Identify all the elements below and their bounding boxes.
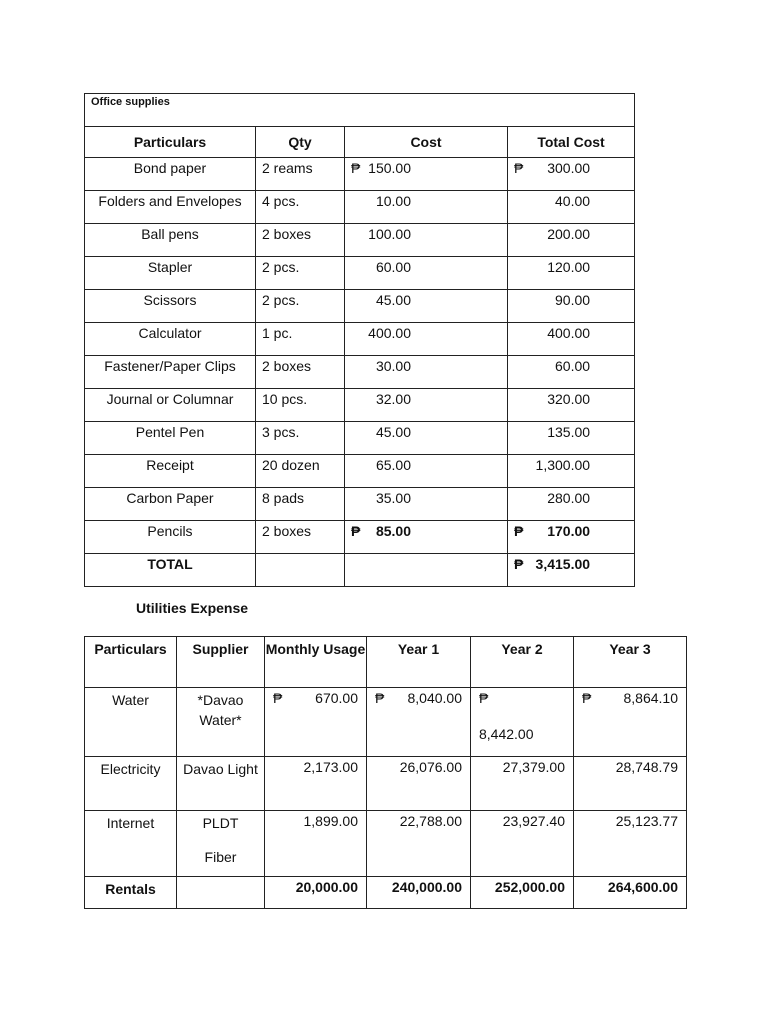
cost-cell (345, 488, 508, 521)
utilities-heading: Utilities Expense (136, 600, 249, 616)
year-1-value: 240,000.00 (391, 879, 462, 895)
supplier-line-2: Fiber (204, 849, 237, 865)
year-3-value: 264,600.00 (607, 879, 678, 895)
header-monthly-usage: Monthly Usage (265, 637, 367, 688)
monthly-usage-cell (265, 877, 367, 909)
qty-cell: 3 pcs. (256, 422, 345, 455)
cost-cell (345, 257, 508, 290)
year-2-cell (471, 811, 574, 877)
particulars-cell: Fastener/Paper Clips (85, 356, 256, 389)
peso-sign: ₱ (514, 523, 524, 539)
cost-cell (345, 422, 508, 455)
header-cost: Cost (345, 127, 508, 158)
total-label: TOTAL (85, 554, 256, 587)
cost-value: 100.00 (368, 226, 411, 242)
peso-sign: ₱ (273, 690, 283, 706)
table-row (85, 488, 635, 521)
table-row (85, 158, 635, 191)
total-cost-cell (508, 356, 635, 389)
particulars-cell: Pentel Pen (85, 422, 256, 455)
qty-cell: 2 pcs. (256, 257, 345, 290)
total-cost-value: 120.00 (547, 259, 591, 275)
year-1-value: 22,788.00 (399, 813, 462, 829)
qty-cell: 2 boxes (256, 224, 345, 257)
monthly-usage-value: 1,899.00 (303, 813, 358, 829)
header-supplier: Supplier (177, 637, 265, 688)
particulars-cell: Electricity (85, 757, 177, 811)
year-2-cell (471, 757, 574, 811)
year-3-cell (574, 811, 687, 877)
header-year-1: Year 1 (367, 637, 471, 688)
table-row (85, 191, 635, 224)
cost-cell (345, 224, 508, 257)
cost-cell (345, 191, 508, 224)
table-row (85, 455, 635, 488)
utilities-table (84, 636, 687, 909)
cost-value: 65.00 (375, 457, 411, 473)
qty-cell: 4 pcs. (256, 191, 345, 224)
header-particulars: Particulars (85, 127, 256, 158)
total-cost-cell (508, 191, 635, 224)
table-row (85, 422, 635, 455)
total-cost-cell (508, 224, 635, 257)
total-cost-cell (508, 158, 635, 191)
year-1-value: 8,040.00 (407, 690, 462, 706)
particulars-cell: Pencils (85, 521, 256, 554)
year-1-value: 26,076.00 (399, 759, 462, 775)
monthly-usage-value: 20,000.00 (295, 879, 358, 895)
particulars-cell: Folders and Envelopes (85, 191, 256, 224)
particulars-cell: Ball pens (85, 224, 256, 257)
qty-cell: 2 pcs. (256, 290, 345, 323)
total-cost-value: 320.00 (547, 391, 591, 407)
cost-cell (345, 356, 508, 389)
year-3-value: 28,748.79 (615, 759, 678, 775)
year-2-value: 27,379.00 (502, 759, 565, 775)
particulars-cell: Bond paper (85, 158, 256, 191)
table-row (85, 688, 687, 757)
empty-cell (256, 554, 345, 587)
office-supplies-table (84, 93, 635, 587)
table-row (85, 389, 635, 422)
cost-cell (345, 455, 508, 488)
grand-total-value: 3,415.00 (535, 556, 591, 572)
total-cost-value: 40.00 (555, 193, 591, 209)
qty-cell: 1 pc. (256, 323, 345, 356)
cost-value: 45.00 (375, 292, 411, 308)
total-cost-value: 90.00 (555, 292, 591, 308)
particulars-cell: Calculator (85, 323, 256, 356)
total-cost-cell (508, 488, 635, 521)
qty-cell: 2 boxes (256, 521, 345, 554)
total-cost-cell (508, 323, 635, 356)
total-cost-value: 170.00 (547, 523, 591, 539)
monthly-usage-cell (265, 811, 367, 877)
table-row (85, 811, 687, 877)
year-2-value: 8,442.00 (479, 726, 534, 742)
particulars-cell: Carbon Paper (85, 488, 256, 521)
monthly-usage-cell (265, 757, 367, 811)
particulars-cell: Stapler (85, 257, 256, 290)
cost-cell (345, 323, 508, 356)
table-row (85, 757, 687, 811)
table-row (85, 257, 635, 290)
year-3-value: 8,864.10 (623, 690, 678, 706)
monthly-usage-cell (265, 688, 367, 757)
peso-sign: ₱ (514, 556, 524, 572)
total-cost-cell (508, 521, 635, 554)
year-3-cell (574, 757, 687, 811)
cost-cell (345, 521, 508, 554)
table-row (85, 323, 635, 356)
table-row (85, 224, 635, 257)
cost-value: 400.00 (368, 325, 411, 341)
year-1-cell (367, 877, 471, 909)
grand-total-cell (508, 554, 635, 587)
qty-cell: 2 reams (256, 158, 345, 191)
header-qty: Qty (256, 127, 345, 158)
total-cost-cell (508, 257, 635, 290)
supplier-cell: *Davao Water* (177, 688, 265, 757)
total-cost-cell (508, 455, 635, 488)
year-2-value: 23,927.40 (502, 813, 565, 829)
monthly-usage-value: 670.00 (315, 690, 358, 706)
particulars-cell: Journal or Columnar (85, 389, 256, 422)
cost-value: 10.00 (375, 193, 411, 209)
cost-cell (345, 290, 508, 323)
year-1-cell (367, 688, 471, 757)
cost-value: 32.00 (375, 391, 411, 407)
qty-cell: 20 dozen (256, 455, 345, 488)
header-year-2: Year 2 (471, 637, 574, 688)
total-cost-value: 400.00 (547, 325, 591, 341)
total-cost-value: 200.00 (547, 226, 591, 242)
cost-value: 60.00 (375, 259, 411, 275)
table-row (85, 521, 635, 554)
header-total-cost: Total Cost (508, 127, 635, 158)
particulars-cell: Receipt (85, 455, 256, 488)
cost-value: 150.00 (368, 160, 411, 176)
year-1-cell (367, 757, 471, 811)
total-cost-cell (508, 389, 635, 422)
header-year-3: Year 3 (574, 637, 687, 688)
year-2-cell (471, 877, 574, 909)
monthly-usage-value: 2,173.00 (303, 759, 358, 775)
peso-sign: ₱ (582, 690, 592, 706)
year-3-cell (574, 877, 687, 909)
total-cost-value: 300.00 (547, 160, 591, 176)
header-particulars: Particulars (85, 637, 177, 688)
table-row (85, 356, 635, 389)
supplier-cell (177, 877, 265, 909)
peso-sign: ₱ (351, 160, 361, 176)
total-cost-value: 60.00 (555, 358, 591, 374)
year-3-value: 25,123.77 (615, 813, 678, 829)
table-row (85, 877, 687, 909)
total-cost-value: 1,300.00 (535, 457, 591, 473)
supplier-cell (177, 811, 265, 877)
peso-sign: ₱ (375, 690, 385, 706)
empty-cell (345, 554, 508, 587)
supplier-cell: Davao Light (177, 757, 265, 811)
particulars-cell: Scissors (85, 290, 256, 323)
qty-cell: 2 boxes (256, 356, 345, 389)
qty-cell: 10 pcs. (256, 389, 345, 422)
peso-sign: ₱ (479, 690, 489, 706)
particulars-cell: Rentals (85, 877, 177, 909)
cost-value: 85.00 (375, 523, 411, 539)
qty-cell: 8 pads (256, 488, 345, 521)
year-3-cell (574, 688, 687, 757)
particulars-cell: Internet (85, 811, 177, 877)
total-cost-value: 135.00 (547, 424, 591, 440)
cost-value: 45.00 (375, 424, 411, 440)
peso-sign: ₱ (351, 523, 361, 539)
year-2-value: 252,000.00 (494, 879, 565, 895)
total-row (85, 554, 635, 587)
peso-sign: ₱ (514, 160, 524, 176)
year-2-cell (471, 688, 574, 757)
table-row (85, 290, 635, 323)
cost-cell (345, 389, 508, 422)
particulars-cell: Water (85, 688, 177, 757)
total-cost-value: 280.00 (547, 490, 591, 506)
office-supplies-caption: Office supplies (85, 94, 635, 127)
cost-value: 35.00 (375, 490, 411, 506)
total-cost-cell (508, 290, 635, 323)
supplier-line-1: PLDT (202, 815, 239, 831)
cost-cell (345, 158, 508, 191)
total-cost-cell (508, 422, 635, 455)
cost-value: 30.00 (375, 358, 411, 374)
year-1-cell (367, 811, 471, 877)
